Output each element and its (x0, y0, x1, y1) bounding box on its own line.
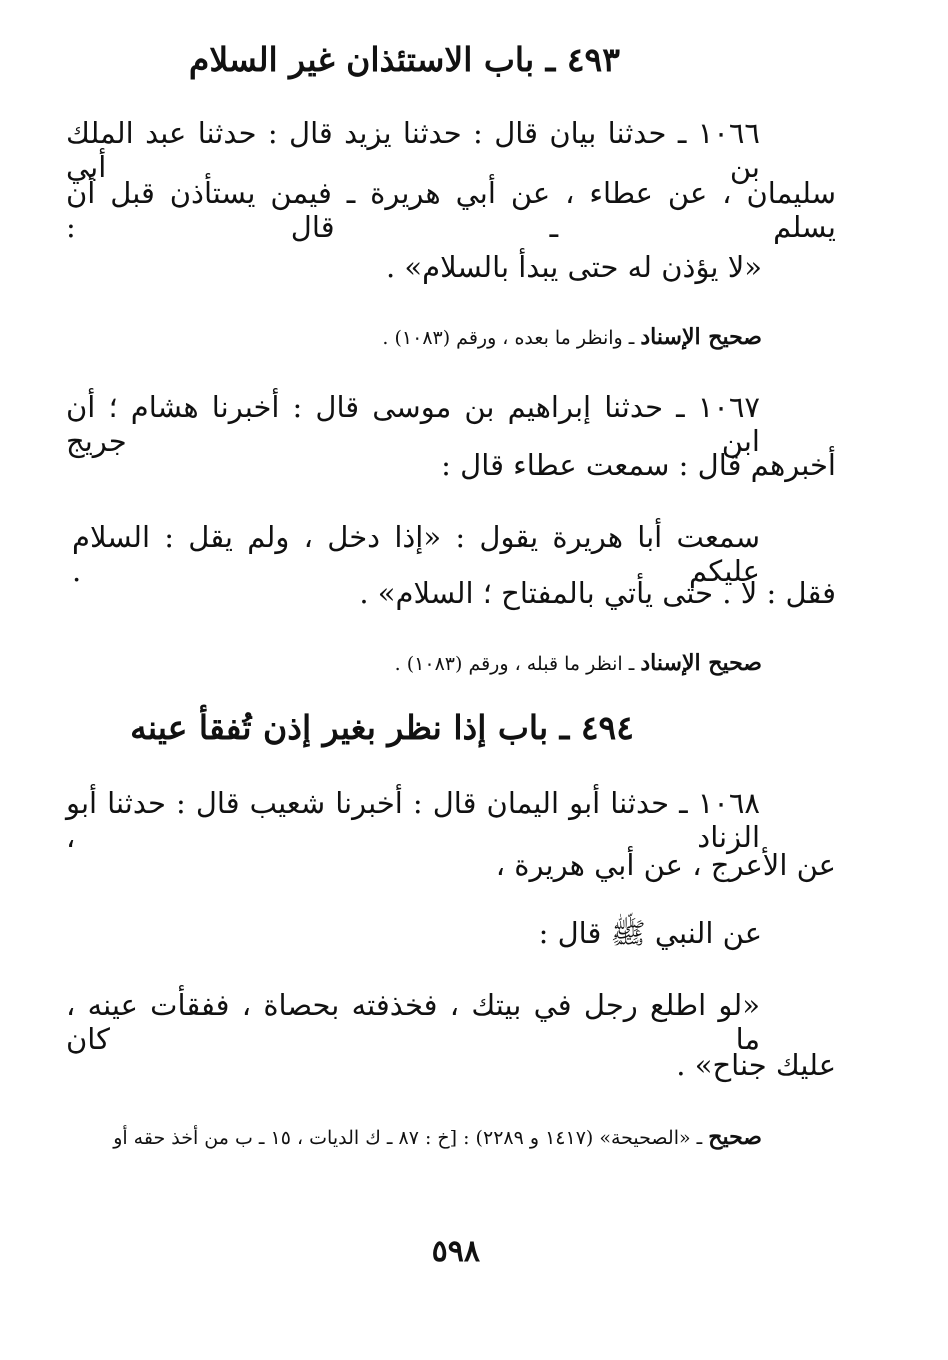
hadith-1067-line-1: ١٠٦٧ ـ حدثنا إبراهيم بن موسى قال : أخبرنا هشام ؛ أن ابن جريج (66, 390, 760, 458)
hadith-1067-line-2: أخبرهم قال : سمعت عطاء قال : (441, 448, 836, 482)
grading-label: صحيح الإسناد (640, 650, 762, 676)
hadith-1068-line-5: عليك جناح» . (676, 1048, 836, 1082)
hadith-1068-line-4: «لو اطلع رجل في بيتك ، فخذفته بحصاة ، ففقأت عينه ، ما كان (66, 988, 760, 1056)
grading-text: ـ وانظر ما بعده ، ورقم (١٠٨٣) . (382, 327, 635, 349)
page-number: ٥٩٨ (431, 1234, 480, 1269)
hadith-1068-line-1: ١٠٦٨ ـ حدثنا أبو اليمان قال : أخبرنا شعيب قال : حدثنا أبو الزناد ، (66, 786, 760, 854)
grading-label: صحيح الإسناد (640, 324, 762, 350)
hadith-1068-line-3: عن النبي ﷺ قال : (538, 916, 762, 950)
grading-text: ـ «الصحيحة» (١٤١٧ و ٢٢٨٩) : [خ : ٨٧ ـ ك الديات ، ١٥ ـ ب من أخذ حقه أو (113, 1127, 703, 1149)
hadith-1067-grading (395, 650, 762, 676)
hadith-1066-line-2: سليمان ، عن عطاء ، عن أبي هريرة ـ فيمن يستأذن قبل أن يسلم ـ قال : (66, 176, 836, 244)
chapter-493-heading: ٤٩٣ ـ باب الاستئذان غير السلام (188, 40, 620, 79)
grading-text: ـ انظر ما قبله ، ورقم (١٠٨٣) . (394, 653, 635, 675)
hadith-1066-grading (382, 324, 762, 350)
hadith-1066-line-1: ١٠٦٦ ـ حدثنا بيان قال : حدثنا يزيد قال : حدثنا عبد الملك بن أبي (66, 116, 760, 184)
hadith-1066-quote: «لا يؤذن له حتى يبدأ بالسلام» . (385, 250, 762, 284)
hadith-1067-line-4: فقل : لا . حتى يأتي بالمفتاح ؛ السلام» . (359, 576, 836, 610)
hadith-1068-line-2: عن الأعرج ، عن أبي هريرة ، (495, 848, 836, 882)
hadith-1067-line-3: سمعت أبا هريرة يقول : «إذا دخل ، ولم يقل : السلام عليكم . (72, 520, 760, 588)
grading-label: صحيح (708, 1124, 762, 1150)
chapter-494-heading: ٤٩٤ ـ باب إذا نظر بغير إذن تُفقأ عينه (130, 708, 634, 747)
hadith-1068-grading (113, 1124, 762, 1150)
